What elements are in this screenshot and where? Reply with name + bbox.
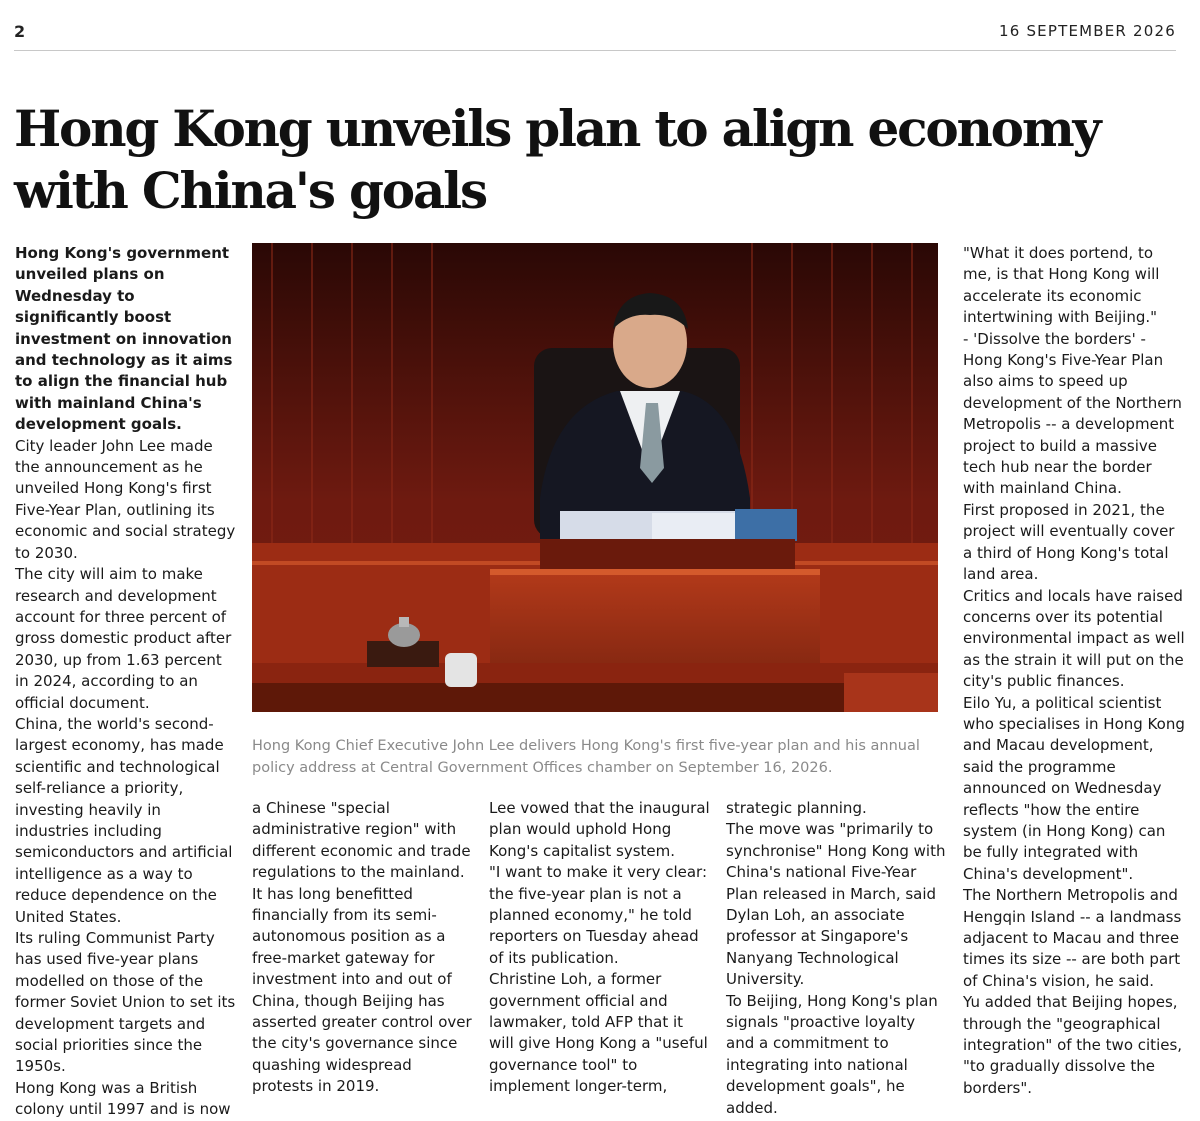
article-column-5 — [963, 243, 1185, 1099]
issue-date: 16 SEPTEMBER 2026 — [998, 22, 1176, 40]
paragraph: a Chinese "special administrative region" with different economic and trade regulations to the mainland. — [252, 799, 471, 882]
paragraph: Eilo Yu, a political scientist who specialises in Hong Kong and Macau development, said the programme announced on Wednesday reflects "how the entire system (in Hong Kong) can be fully integrated with China's development". — [963, 693, 1185, 883]
paragraph: The city will aim to make research and development account for three percent of gross domestic product after 2030, up from 1.63 percent in 2024, according to an official document. — [15, 565, 232, 712]
article-headline: Hong Kong unveils plan to align economy with China's goals — [14, 99, 1100, 220]
article-column-1 — [15, 243, 237, 1121]
photo-caption: Hong Kong Chief Executive John Lee delivers Hong Kong's first five-year plan and his annual policy address at Central Government Offices chamber on September 16, 2026. — [252, 738, 920, 776]
article-column-2 — [252, 798, 472, 1098]
paragraph: City leader John Lee made the announcement as he unveiled Hong Kong's first Five-Year Plan, outlining its economic and social strategy to 2030. — [15, 436, 236, 562]
article-photo — [252, 243, 938, 712]
article-lead: Hong Kong's government unveiled plans on Wednesday to significantly boost investment on innovation and technology as it aims to align the financial hub with mainland China's development goals. — [15, 244, 233, 434]
paragraph: First proposed in 2021, the project will eventually cover a third of Hong Kong's total land area. — [963, 500, 1175, 584]
article-column-4 — [726, 798, 948, 1119]
paragraph: To Beijing, Hong Kong's plan signals "proactive loyalty and a commitment to integrating into national development goals", he added. — [726, 991, 938, 1117]
page-number: 2 — [14, 22, 26, 41]
paragraph: Yu added that Beijing hopes, through the "geographical integration" of the two cities, "to gradually dissolve the borders". — [963, 993, 1183, 1097]
article-column-3 — [489, 798, 711, 1098]
paragraph: China, the world's second-largest economy, has made scientific and technological self-reliance a priority, investing heavily in industries including semiconductors and artificial intelligence as a way to reduce dependence on the United States. — [15, 714, 233, 926]
paragraph: The move was "primarily to synchronise" Hong Kong with China's national Five-Year Plan released in March, said Dylan Loh, an associate professor at Singapore's Nanyang Technological University. — [726, 820, 946, 989]
paragraph: Lee vowed that the inaugural plan would uphold Hong Kong's capitalist system. — [489, 799, 710, 860]
paragraph: "I want to make it very clear: the five-year plan is not a planned economy," he told reporters on Tuesday ahead of its publication. — [489, 863, 708, 967]
page-header — [14, 18, 1176, 51]
paragraph: "What it does portend, to me, is that Hong Kong will accelerate its economic intertwining with Beijing." — [963, 244, 1160, 327]
paragraph: Its ruling Communist Party has used five-year plans modelled on those of the former Soviet Union to set its development targets and social priorities since the 1950s. — [15, 929, 236, 1076]
paragraph: Critics and locals have raised concerns over its potential environmental impact as well as the strain it will put on the city's public finances. — [963, 586, 1185, 691]
subheading: - 'Dissolve the borders' - — [963, 329, 1146, 348]
paragraph: Christine Loh, a former government official and lawmaker, told AFP that it will give Hong Kong a "useful governance tool" to implement longer-term, — [489, 970, 708, 1096]
paragraph: The Northern Metropolis and Hengqin Island -- a landmass adjacent to Macau and three times its size -- are both part of China's vision, he said. — [963, 886, 1182, 990]
paragraph: It has long benefitted financially from its semi-autonomous position as a free-market gateway for investment into and out of China, though Beijing has asserted greater control over the city's governance since quashing widespread protests in 2019. — [252, 884, 472, 1096]
paragraph: Hong Kong's Five-Year Plan also aims to speed up development of the Northern Metropolis -- a development project to build a massive tech hub near the border with mainland China. — [963, 351, 1182, 498]
paragraph: Hong Kong was a British colony until 1997 and is now — [15, 1078, 231, 1119]
paragraph: strategic planning. — [726, 799, 867, 817]
